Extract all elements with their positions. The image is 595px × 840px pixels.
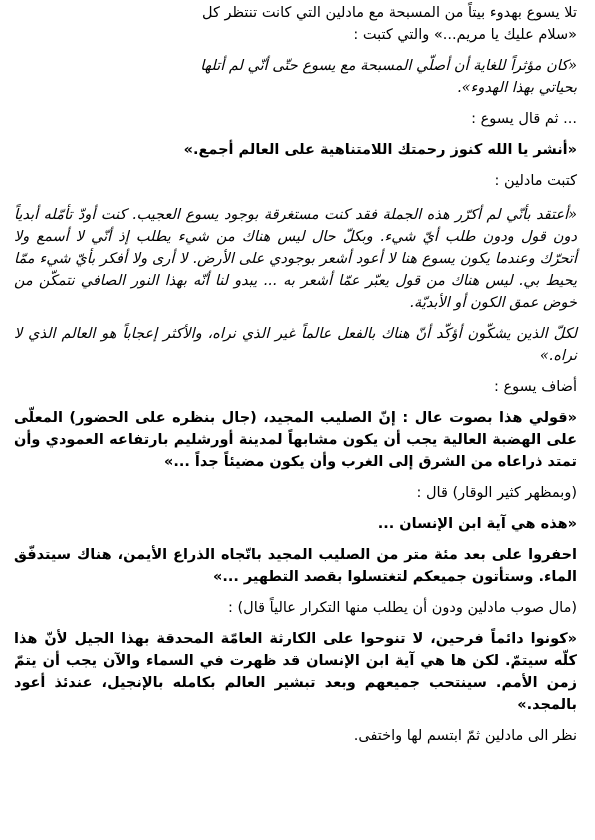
speaker-line: ... ثم قال يسوع : <box>471 111 577 127</box>
narrative-paragraph: تلا يسوع بهدوء بيتاً من المسبحة مع مادلين التي كانت تنتظر كل «سلام عليك يا مريم...» والتي كتبت : <box>202 5 577 43</box>
closing-line: نظر الى مادلين ثمّ ابتسم لها واختفى. <box>353 728 577 744</box>
quote-paragraph: «أعتقد بأنّي لم أكرّر هذه الجملة فقد كنت مستغرقة بوجود يسوع العجيب. كنت أودّ تأمّله أبدياً دون قول ودون طلب أيّ شيء. وبكلّ حال ليس هناك من شيء يطلب إذ أنّي لا أسمع ولا أتحرّك وعندما يكون يسوع هنا لا أعود أشعر بوجودي على الأرض. لا أرى ولا أفكر بأيّ شيء ممّا يحيط بي. ليس هناك من قول يعبّر عمّا أشعر به ... يبدو لنا أنّه بهذا النور الصافي نتمكّن من خوض عمق الكون أو الأبديّة. <box>14 207 577 311</box>
quote-paragraph: «كان مؤثراً للغاية أن أصلّي المسبحة مع يسوع حتّى أنّي لم أتلها بحياتي بهذا الهدوء». <box>200 58 577 96</box>
stage-direction: (مال صوب مادلين ودون أن يطلب منها التكرار عالياً قال) : <box>228 600 577 616</box>
jesus-quote: احفروا على بعد مئة متر من الصليب المجيد باتّجاه الذراع الأيمن، هناك سيتدفّق الماء. وستأتون جميعكم لتغتسلوا بقصد التطهير ...» <box>14 547 577 585</box>
jesus-quote: «كونوا دائماً فرحين، لا تنوحوا على الكارثة العامّة المحدقة بهذا الجيل لأنّ هذا كلّه سيتمّ. لكن ها هي آية ابن الإنسان قد ظهرت في السماء والآن يجب أن يتمّ زمن الأمم. سينتحب جميعهم وبعد تبشير العالم بكامله بالإنجيل، عندئذ أعود بالمجد.» <box>14 631 577 713</box>
speaker-line: كتبت مادلين : <box>494 173 577 189</box>
stage-direction: (وبمظهر كثير الوقار) قال : <box>416 485 577 501</box>
speaker-line: أضاف يسوع : <box>493 379 577 395</box>
quote-paragraph: لكلّ الذين يشكّون أؤكّد أنّ هناك بالفعل عالماً غير الذي نراه، والأكثر إعجاباً هو العالم الذي لا نراه.» <box>14 326 577 364</box>
jesus-quote: «أنشر يا الله كنوز رحمتك اللامتناهية على العالم أجمع.» <box>183 142 577 158</box>
jesus-quote: «قولي هذا بصوت عال : إنّ الصليب المجيد، (جال بنظره على الحضور) المعلّى على الهضبة العالية يجب أن يكون مشابهاً لمدينة أورشليم بارتفاعه العمودي وأن تمتد ذراعاه من الشرق إلى الغرب وأن يكون مضيئاً جداً ...» <box>14 410 577 470</box>
jesus-quote: «هذه هي آية ابن الإنسان ... <box>377 516 577 532</box>
